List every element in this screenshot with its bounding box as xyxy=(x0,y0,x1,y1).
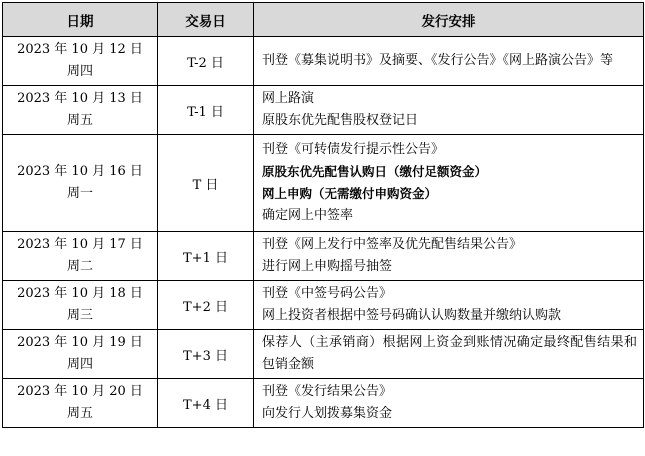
date-text: 2023 年 10 月 19 日 xyxy=(17,335,143,350)
trade-day-cell: T+1 日 xyxy=(158,232,254,281)
date-text: 2023 年 10 月 20 日 xyxy=(17,384,143,399)
issuance-schedule-table xyxy=(2,2,644,428)
arrangement-line: 网上申购（无需缴付申购资金） xyxy=(262,186,438,201)
date-cell xyxy=(3,37,158,86)
date-text: 2023 年 10 月 17 日 xyxy=(17,237,143,252)
trade-day-cell: T+2 日 xyxy=(158,281,254,330)
arrangement-cell xyxy=(254,281,644,330)
date-cell xyxy=(3,86,158,135)
table-row xyxy=(3,232,644,281)
date-text: 2023 年 10 月 18 日 xyxy=(17,286,143,301)
arrangement-cell xyxy=(254,330,644,379)
table-row xyxy=(3,86,644,135)
header-row xyxy=(3,3,644,37)
arrangement-line: 保荐人（主承销商）根据网上资金到账情况确定最终配售结果和包销金额 xyxy=(262,335,637,372)
arrangement-line: 确定网上中签率 xyxy=(262,208,354,223)
trade-day-cell: T-1 日 xyxy=(158,86,254,135)
arrangement-line: 刊登《网上发行中签率及优先配售结果公告》 xyxy=(262,237,523,252)
arrangement-cell xyxy=(254,232,644,281)
table-row xyxy=(3,330,644,379)
weekday-text: 周二 xyxy=(66,259,93,274)
table-row xyxy=(3,281,644,330)
trade-day-cell: T 日 xyxy=(158,135,254,232)
header-date: 日期 xyxy=(3,3,158,37)
weekday-text: 周三 xyxy=(66,308,93,323)
date-cell xyxy=(3,281,158,330)
weekday-text: 周一 xyxy=(66,186,93,201)
date-text: 2023 年 10 月 16 日 xyxy=(17,164,143,179)
weekday-text: 周四 xyxy=(66,357,93,372)
arrangement-line: 刊登《发行结果公告》 xyxy=(262,384,393,399)
weekday-text: 周四 xyxy=(66,64,93,79)
trade-day-cell: T+4 日 xyxy=(158,379,254,428)
header-trade-day: 交易日 xyxy=(158,3,254,37)
date-text: 2023 年 10 月 13 日 xyxy=(17,91,143,106)
arrangement-line: 网上路演 xyxy=(262,91,315,106)
trade-day-cell: T+3 日 xyxy=(158,330,254,379)
date-text: 2023 年 10 月 12 日 xyxy=(17,42,143,57)
arrangement-cell xyxy=(254,37,644,86)
date-cell xyxy=(3,330,158,379)
arrangement-line: 网上投资者根据中签号码确认认购数量并缴纳认购款 xyxy=(262,308,562,323)
table-row xyxy=(3,37,644,86)
date-cell xyxy=(3,379,158,428)
arrangement-line: 原股东优先配售股权登记日 xyxy=(262,113,419,128)
schedule-body xyxy=(3,37,644,428)
arrangement-cell xyxy=(254,86,644,135)
arrangement-line: 刊登《募集说明书》及摘要、《发行公告》《网上路演公告》等 xyxy=(262,53,614,68)
arrangement-line: 进行网上申购摇号抽签 xyxy=(262,259,393,274)
arrangement-line: 向发行人划拨募集资金 xyxy=(262,406,393,421)
arrangement-line: 刊登《中签号码公告》 xyxy=(262,286,393,301)
table-row xyxy=(3,135,644,232)
arrangement-cell xyxy=(254,135,644,232)
date-cell xyxy=(3,232,158,281)
header-arrangement: 发行安排 xyxy=(254,3,644,37)
arrangement-line: 刊登《可转债发行提示性公告》 xyxy=(262,142,445,157)
weekday-text: 周五 xyxy=(66,406,93,421)
arrangement-cell xyxy=(254,379,644,428)
date-cell xyxy=(3,135,158,232)
trade-day-cell: T-2 日 xyxy=(158,37,254,86)
table-row xyxy=(3,379,644,428)
weekday-text: 周五 xyxy=(66,113,93,128)
arrangement-line: 原股东优先配售认购日（缴付足额资金） xyxy=(262,164,488,179)
